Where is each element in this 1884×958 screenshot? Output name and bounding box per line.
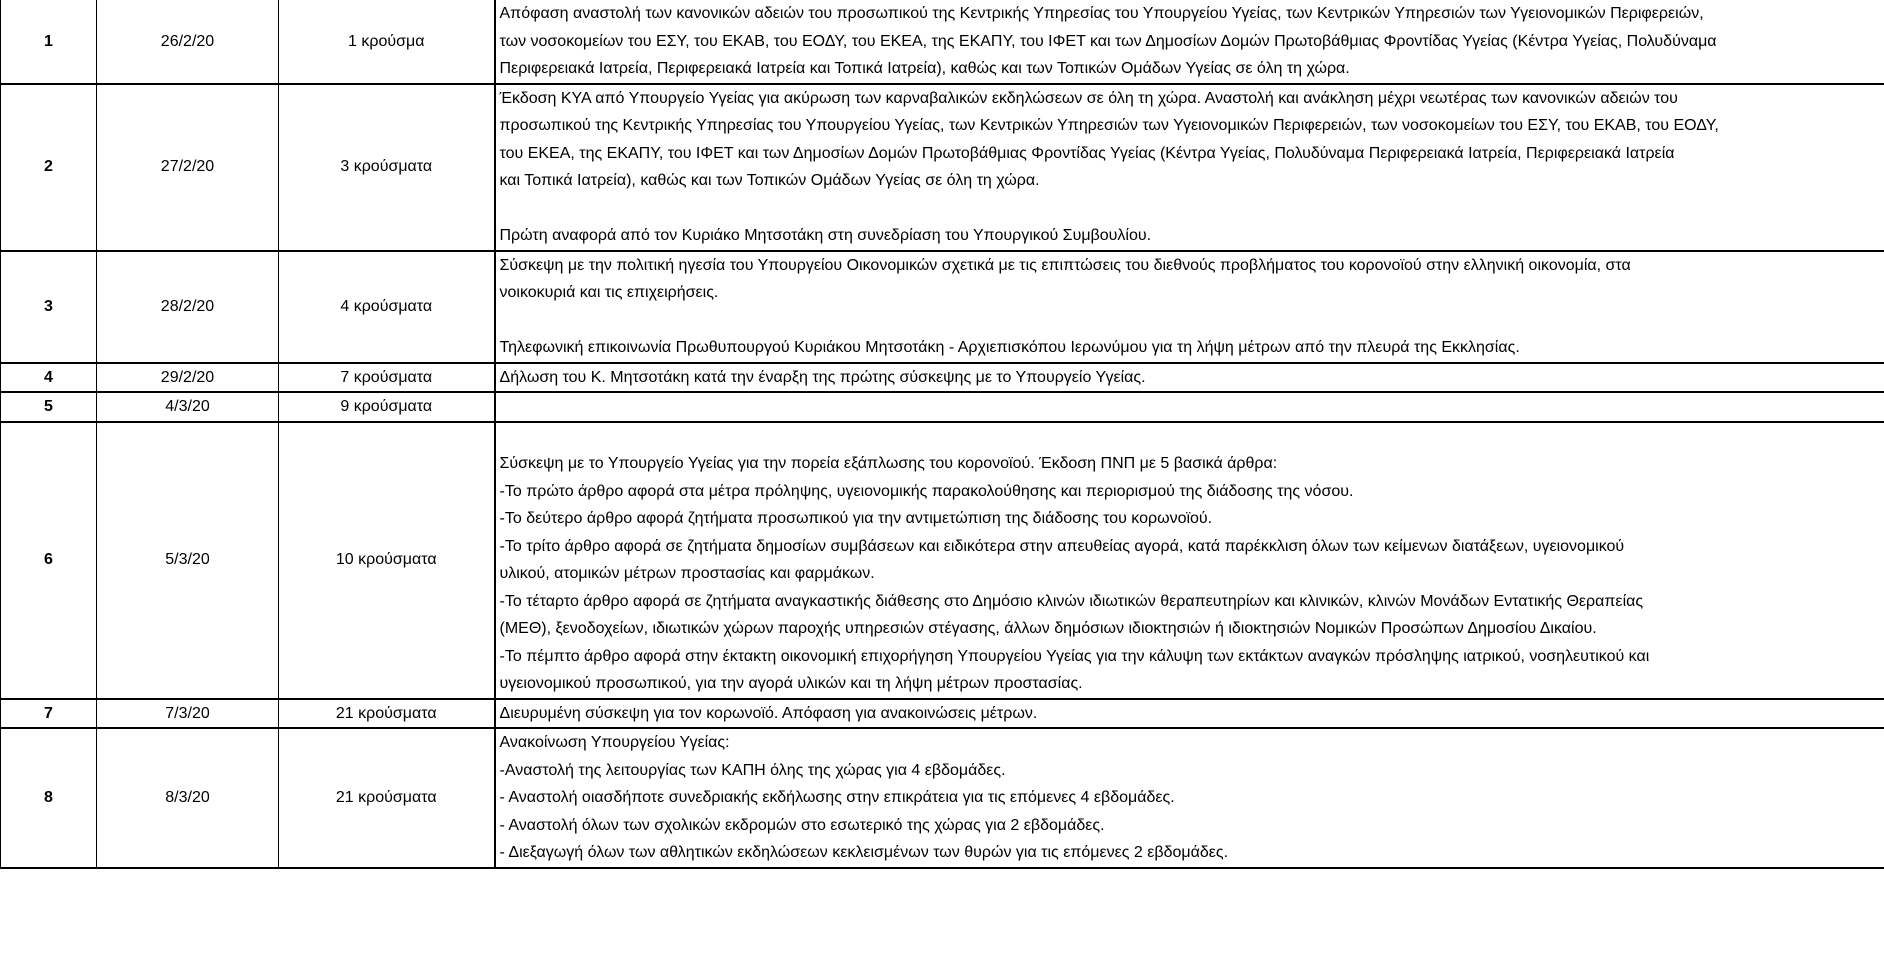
row-cases[interactable]: 4 κρούσματα <box>279 251 495 363</box>
description-line: Έκδοση ΚΥΑ από Υπουργείο Υγείας για ακύρωση των καρναβαλικών εκδηλώσεων σε όλη τη χώρα. Αναστολή και ανάκληση μέχρι νεωτέρας των κανονικών αδειών του <box>499 89 1678 107</box>
table-row <box>1 363 1884 393</box>
row-date[interactable]: 7/3/20 <box>97 699 279 729</box>
row-description[interactable] <box>495 251 1884 363</box>
row-date[interactable]: 4/3/20 <box>97 392 279 422</box>
row-cases[interactable]: 21 κρούσματα <box>279 699 495 729</box>
table-row <box>1 728 1884 868</box>
row-date[interactable]: 5/3/20 <box>97 422 279 699</box>
description-line: -Το πρώτο άρθρο αφορά στα μέτρα πρόληψης, υγειονομικής παρακολούθησης και περιορισμού της διάδοσης της νόσου. <box>499 482 1354 500</box>
row-description[interactable] <box>495 422 1884 699</box>
description-line <box>500 423 1881 451</box>
description-line: Δήλωση του Κ. Μητσοτάκη κατά την έναρξη της πρώτης σύσκεψης με το Υπουργείο Υγείας. <box>499 368 1146 386</box>
description-line: των νοσοκομείων του ΕΣΥ, του ΕΚΑΒ, του ΕΟΔΥ, του ΕΚΕΑ, της ΕΚΑΠΥ, του ΙΦΕΤ και των Δημοσίων Δομών Πρωτοβάθμιας Φροντίδας Υγείας (Κέντρα Υγείας, Πολυδύναμα <box>499 32 1717 50</box>
row-description[interactable] <box>495 728 1884 868</box>
row-number[interactable]: 1 <box>1 0 97 84</box>
description-line: Περιφερειακά Ιατρεία, Περιφερειακά Ιατρεία και Τοπικά Ιατρεία), καθώς και των Τοπικών Ομάδων Υγείας σε όλη τη χώρα. <box>499 60 1350 77</box>
row-cases[interactable]: 10 κρούσματα <box>279 422 495 699</box>
table-row <box>1 392 1884 422</box>
description-line: Σύσκεψη με την πολιτική ηγεσία του Υπουργείου Οικονομικών σχετικά με τις επιπτώσεις του διεθνούς προβλήματος του κορονοϊού στην ελληνική οικονομία, στα <box>499 256 1631 274</box>
row-description[interactable] <box>495 392 1884 422</box>
row-date[interactable]: 8/3/20 <box>97 728 279 868</box>
row-description[interactable] <box>495 84 1884 251</box>
row-cases[interactable]: 1 κρούσμα <box>279 0 495 84</box>
row-date[interactable]: 27/2/20 <box>97 84 279 251</box>
description-line: (ΜΕΘ), ξενοδοχείων, ιδιωτικών χώρων παροχής υπηρεσιών στέγασης, άλλων δημόσιων ιδιοκτησιών ή ιδιοκτησιών Νομικών Προσώπων Δημοσίου Δικαίου. <box>499 620 1597 637</box>
description-line: - Διεξαγωγή όλων των αθλητικών εκδηλώσεων κεκλεισμένων των θυρών για τις επόμενες 2 εβδομάδες. <box>499 844 1229 861</box>
description-line: και Τοπικά Ιατρεία), καθώς και των Τοπικών Ομάδων Υγείας σε όλη τη χώρα. <box>499 172 1040 189</box>
description-line: Ανακοίνωση Υπουργείου Υγείας: <box>499 734 730 751</box>
description-line <box>500 195 1881 223</box>
description-line: Πρώτη αναφορά από τον Κυριάκο Μητσοτάκη στη συνεδρίαση του Υπουργικού Συμβουλίου. <box>499 227 1152 244</box>
description-line: προσωπικού της Κεντρικής Υπηρεσίας του Υπουργείου Υγείας, των Κεντρικών Υπηρεσιών των Υγειονομικών Περιφερειών, των νοσοκομείων του ΕΣΥ, του ΕΚΑΒ, του ΕΟΔΥ, <box>499 117 1719 134</box>
description-line: -Το τρίτο άρθρο αφορά σε ζητήματα δημοσίων συμβάσεων και ειδικότερα στην απευθείας αγορά, κατά παρέκκλιση όλων των κείμενων διατάξεων, υγειονομικού <box>499 537 1625 555</box>
row-description[interactable] <box>495 0 1884 84</box>
table-row <box>1 251 1884 363</box>
description-line: υγειονομικού προσωπικού, για την αγορά υλικών και τη λήψη μέτρων προστασίας. <box>499 675 1083 692</box>
description-line <box>500 307 1881 335</box>
row-date[interactable]: 26/2/20 <box>97 0 279 84</box>
description-line <box>500 393 1881 421</box>
description-line: Διευρυμένη σύσκεψη για τον κορωνοϊό. Απόφαση για ανακοινώσεις μέτρων. <box>499 704 1038 722</box>
row-cases[interactable]: 7 κρούσματα <box>279 363 495 393</box>
row-number[interactable]: 5 <box>1 392 97 422</box>
row-number[interactable]: 2 <box>1 84 97 251</box>
row-date[interactable]: 29/2/20 <box>97 363 279 393</box>
row-cases[interactable]: 21 κρούσματα <box>279 728 495 868</box>
description-line: του ΕΚΕΑ, της ΕΚΑΠΥ, του ΙΦΕΤ και των Δημοσίων Δομών Πρωτοβάθμιας Φροντίδας Υγείας (Κέντρα Υγείας, Πολυδύναμα Περιφερειακά Ιατρεία, Περιφερειακά Ιατρεία <box>499 144 1675 162</box>
table-row <box>1 699 1884 729</box>
table-row <box>1 84 1884 251</box>
description-line: υλικού, ατομικών μέτρων προστασίας και φαρμάκων. <box>499 565 875 582</box>
row-description[interactable] <box>495 699 1884 729</box>
description-line: -Αναστολή της λειτουργίας των ΚΑΠΗ όλης της χώρας για 4 εβδομάδες. <box>499 761 1006 779</box>
description-line: -Το πέμπτο άρθρο αφορά στην έκτακτη οικονομική επιχορήγηση Υπουργείου Υγείας για την κάλυψη των εκτάκτων αναγκών πρόσληψης ιατρικού, νοσηλευτικού και <box>499 647 1650 665</box>
description-line: -Το δεύτερο άρθρο αφορά ζητήματα προσωπικού για την αντιμετώπιση της διάδοσης του κορωνοϊού. <box>499 510 1213 527</box>
description-line: Τηλεφωνική επικοινωνία Πρωθυπουργού Κυριάκου Μητσοτάκη - Αρχιεπισκόπου Ιερωνύμου για τη λήψη μέτρων από την πλευρά της Εκκλησίας. <box>499 339 1520 356</box>
row-number[interactable]: 4 <box>1 363 97 393</box>
row-description[interactable] <box>495 363 1884 393</box>
row-number[interactable]: 8 <box>1 728 97 868</box>
row-number[interactable]: 6 <box>1 422 97 699</box>
description-line: νοικοκυριά και τις επιχειρήσεις. <box>499 284 719 301</box>
row-date[interactable]: 28/2/20 <box>97 251 279 363</box>
timeline-rows <box>1 0 1884 868</box>
table-row <box>1 0 1884 84</box>
description-line: - Αναστολή οιασδήποτε συνεδριακής εκδήλωσης στην επικράτεια για τις επόμενες 4 εβδομάδες. <box>499 789 1175 806</box>
description-line: - Αναστολή όλων των σχολικών εκδρομών στο εσωτερικό της χώρας για 2 εβδομάδες. <box>499 816 1105 834</box>
row-cases[interactable]: 9 κρούσματα <box>279 392 495 422</box>
row-number[interactable]: 3 <box>1 251 97 363</box>
row-cases[interactable]: 3 κρούσματα <box>279 84 495 251</box>
description-line: -Το τέταρτο άρθρο αφορά σε ζητήματα αναγκαστικής διάθεσης στο Δημόσιο κλινών ιδιωτικών θεραπευτηρίων και κλινικών, κλινών Μονάδων Εντατικής Θεραπείας <box>499 592 1644 610</box>
table-row <box>1 422 1884 699</box>
description-line: Σύσκεψη με το Υπουργείο Υγείας για την πορεία εξάπλωσης του κορονοϊού. Έκδοση ΠΝΠ με 5 βασικά άρθρα: <box>499 455 1278 472</box>
row-number[interactable]: 7 <box>1 699 97 729</box>
description-line: Απόφαση αναστολή των κανονικών αδειών του προσωπικού της Κεντρικής Υπηρεσίας του Υπουργείου Υγείας, των Κεντρικών Υπηρεσιών των Υγειονομικών Περιφερειών, <box>499 5 1704 22</box>
